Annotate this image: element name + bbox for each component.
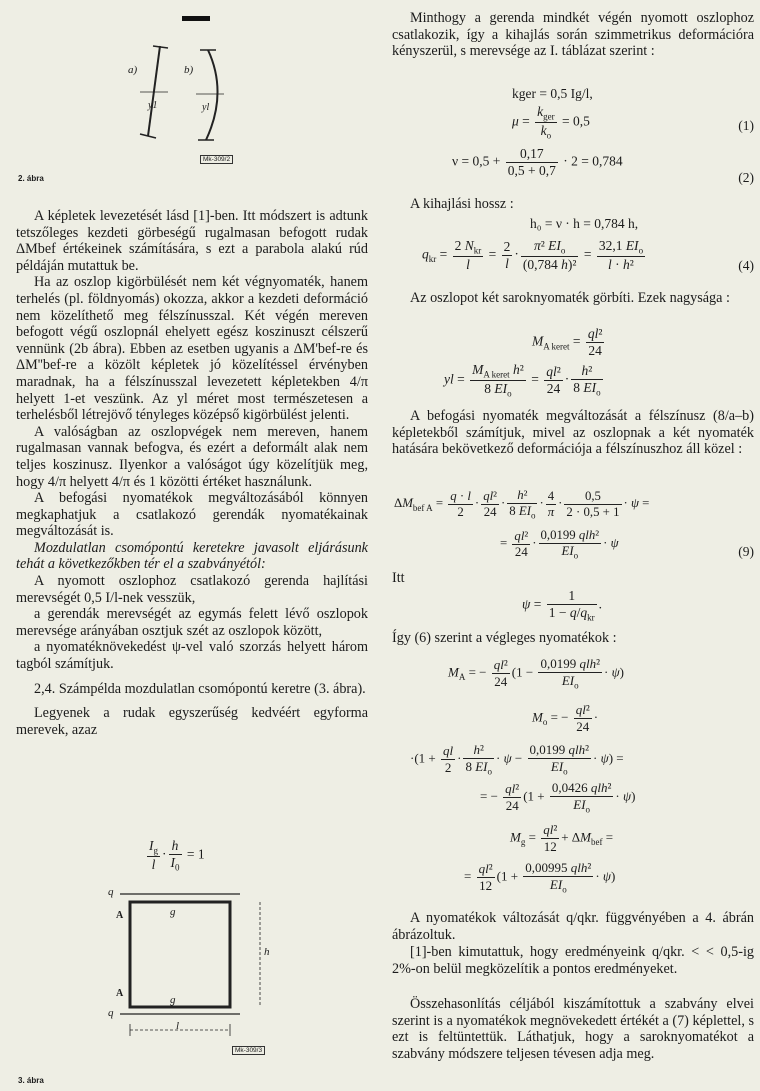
figure-3-stamp: Mk-309/3	[232, 1046, 265, 1055]
equation-1b: μ = $\frac{k_{ger}}{k_o}$ = 0,5	[512, 104, 590, 141]
figure-2-label-y1: y1	[148, 100, 158, 111]
left-text-block	[16, 208, 368, 738]
equation-psi: ψ = $\frac{1}{1 - q/q_{kr}}$ .	[522, 588, 603, 623]
equation-Mo: $M_o$ = − $\frac{\text{ql²}}{24}$ ·	[532, 702, 599, 734]
figure-2	[120, 8, 260, 178]
fraction: $\frac{\text{0,0426 qlh²}}{EI_o}$	[551, 780, 612, 815]
fraction: $\frac{q \cdot l}{2}$	[450, 488, 471, 519]
equation-number-2: (2)	[738, 170, 754, 185]
right-paragraph-4: A befogási nyomaték megváltozását a félszínusz (8/a–b) képletekből számítjuk, mivel az oszlopnak a két nyomaték hatására bekövetkező deformációja a félszínuszhoz áll közel :	[392, 408, 754, 458]
equation-number-1: (1)	[738, 118, 754, 133]
equation-5a: $M_{A keret}$ = $\frac{\text{ql²}}{24}$	[532, 326, 603, 358]
figure-2-label-b: b)	[184, 64, 194, 76]
equation-MA: $M_A$ = − $\frac{\text{ql²}}{24}$ (1 − $\frac{\text{0,0199 qlh²}}{EI_o}$ · ψ)	[448, 656, 625, 691]
equation-number-9: (9)	[738, 544, 754, 559]
fraction: $\frac{ql}{2}$	[443, 742, 454, 775]
equation-stiffness-ratio: $\frac{I_g}{l}$ · $\frac{h}{I_0}$ = 1	[149, 838, 205, 873]
fraction: $\frac{I_g}{l}$	[149, 838, 158, 872]
paragraph: A nyomott oszlophoz csatlakozó gerenda hajlítási merevségét 0,5 I/l-nek vesszük,	[16, 573, 368, 606]
equation-Mg: $M_g$ = $\frac{\text{ql²}}{12}$ + $\Delta M_{bef}$ =	[510, 822, 614, 854]
fraction: $\frac{\text{h²}}{8 EI_o}$	[465, 742, 492, 777]
figure-2-label-yl: yl	[202, 102, 210, 113]
right-paragraph-6: Így (6) szerint a végleges nyomatékok :	[392, 630, 617, 646]
fraction: $\frac{\text{ql²}}{24}$	[505, 780, 520, 813]
fraction: $\frac{1}{1 - q/q_{kr}}$	[548, 588, 595, 623]
right-paragraph-3: Az oszlopot két saroknyomaték görbíti. Ezek nagysága :	[410, 290, 730, 306]
equation-2-rhs: · 2 = 0,784	[563, 153, 623, 169]
paragraph: A képletek levezetését lásd [1]-ben. Itt módszert is adtunk tetszőleges kezdeti görbeségű rugalmasan befogott rudak ΔMbef értékeinek számítására, s ezt a parabola alakú rúd példáján mutattuk be.	[16, 208, 368, 274]
figure-3-label-q-top: q	[108, 886, 114, 898]
figure-2-drawing	[120, 8, 260, 178]
paragraph: A valóságban az oszlopvégek nem mereven, hanem rugalmasan vannak befogva, és ezért a deformált alak nem teljes koszinusz. Ilyenkor a valóságot úgy közelítjük meg, hogy 4/π helyett 4/π és 1 közötti értéket használunk.	[16, 423, 368, 490]
equation-rhs: = 1	[186, 846, 205, 862]
figure-3	[100, 880, 280, 1050]
figure-3-drawing	[100, 880, 280, 1050]
right-paragraph-8: [1]-ben kimutattuk, hogy eredményeink q/qkr. < < 0,5-ig 2%-on belül megközelítik a pontos eredményeket.	[392, 944, 754, 977]
figure-3-caption: 3. ábra	[18, 1076, 44, 1085]
fraction: $\frac{2}{l}$	[503, 238, 511, 271]
figure-3-label-l: l	[176, 1020, 180, 1032]
fraction: $\frac{\text{h²}}{8 EI_o}$	[573, 362, 601, 398]
fraction: $\frac{h}{I_0}$	[170, 838, 180, 873]
right-paragraph-5: Itt	[392, 570, 405, 586]
equation-9a: $\Delta M_{bef A}$ = $\frac{q \cdot l}{2}$ · $\frac{\text{ql²}}{24}$ · $\frac{\text{h²}}{8 EI_o}$ · $\frac{4}{\pi}$ · $\frac{0,5}{2 \cdot 0,5 + 1}$ · ψ =	[394, 488, 650, 521]
right-paragraph-7: A nyomatékok változását q/qkr. függvényében a 4. ábrán ábrázoltuk.	[392, 910, 754, 943]
fraction: $\frac{k_{ger}}{k_o}$	[537, 104, 555, 141]
figure-2-caption: 2. ábra	[18, 174, 44, 183]
equation-number-4: (4)	[738, 258, 754, 273]
paragraph: Legyenek a rudak egyszerűség kedvéért egyforma merevek, azaz	[16, 705, 368, 738]
equation-Mo-result: = − $\frac{\text{ql²}}{24}$ (1 + $\frac{\text{0,0426 qlh²}}{EI_o}$ · ψ)	[480, 780, 636, 815]
fraction: $\frac{4}{\pi}$	[547, 488, 555, 519]
fraction: $\frac{0,5}{2 \cdot 0,5 + 1}$	[566, 488, 620, 519]
equation-1b-rhs: = 0,5	[562, 113, 590, 129]
fraction: $\frac{M_{A keret} h^2}{8 EI_o}$	[472, 362, 524, 399]
equation-9b: = $\frac{\text{ql²}}{24}$ · $\frac{\text{0,0199 qlh²}}{EI_o}$ · ψ	[500, 528, 619, 561]
fraction: $\frac{\text{ql²}}{24}$	[514, 528, 529, 559]
figure-2-stamp: Mk-309/2	[200, 155, 233, 164]
fraction: $\frac{\text{0,0199 qlh²}}{EI_o}$	[540, 656, 600, 691]
equation-2	[452, 146, 623, 179]
equation-3: h₀ = ν · h = 0,784 h,	[530, 216, 639, 231]
fraction: $\frac{\text{ql²}}{12}$	[478, 860, 493, 893]
figure-3-label-A-bottom: A	[116, 988, 124, 999]
fraction: $\frac{\text{h²}}{8 EI_o}$	[509, 488, 536, 521]
equation-4: $q_{kr}$ = $\frac{2 N_{kr}}{l}$ = $\frac{2}{l}$ · $\frac{\pi^2 EI_o}{\text{(0,784 h)²}}$ = $\frac{32,1 EI_o}{\text{l · h²}}$	[422, 238, 644, 272]
section-heading: 2,4. Számpélda mozdulatlan csomópontú keretre (3. ábra).	[34, 680, 366, 697]
paragraph: A befogási nyomatékok megváltozásából könnyen megkaphatjuk a csatlakozó gerendák nyomatékainak megváltozását is.	[16, 490, 368, 540]
paragraph-italic: Mozdulatlan csomópontú keretekre javasolt eljárásunk tehát a következőkben tér el a szabványétól:	[16, 539, 368, 573]
right-paragraph-2: A kihajlási hossz :	[410, 196, 514, 212]
paragraph: a nyomatéknövekedést ψ-vel való szorzás helyett három tagból számítjuk.	[16, 639, 368, 673]
equation-Mo-cont: ·(1 + $\frac{ql}{2}$ · $\frac{\text{h²}}{8 EI_o}$ · ψ − $\frac{\text{0,0199 qlh²}}{EI_o}$ · ψ) =	[410, 742, 624, 777]
figure-3-label-g-top: g	[170, 906, 176, 918]
figure-3-label-A-top: A	[116, 910, 124, 921]
fraction: $\frac{0,17}{0,5 + 0,7}$	[507, 146, 556, 178]
fraction: $\frac{\text{0,0199 qlh²}}{EI_o}$	[540, 528, 600, 561]
right-paragraph-9: Összehasonlítás céljából kiszámítottuk a szabvány elvei szerint is a nyomatékok megnövekedett értékét a (7) képlettel, s ezt is feltüntettük. Láthatjuk, hogy a saroknyomatékot a szabvány módszere teljesen tévesen adja meg.	[392, 996, 754, 1062]
fraction: $\frac{\text{ql²}}{12}$	[543, 822, 558, 854]
equation-2-lhs: ν = 0,5 +	[452, 153, 501, 169]
paragraph: a gerendák merevségét az egymás felett lévő oszlopok merevsége arányában osztjuk szét az oszlopok között,	[16, 606, 368, 639]
paragraph: Ha az oszlop kigörbülését nem két végnyomaték, hanem terhelés (pl. földnyomás) okozza, akkor a kezdeti deformáció nem közelíthető meg félszínusszal. Két végén mereven befogott végű oszlopnál ehelyett egész koszinuszt célszerű vennünk (2b ábra). Ebben az esetben ugyanis a ΔM'bef-re és ΔM''bef-re a közölt képletek jó közelítéssel érvényben maradnak, ha a félszínusszal levezetett képletekben 4/π helyett 1-et veszünk. Az yl méret most természetesen a terhelésből létrejövő tényleges középső kigörbülést jelenti.	[16, 274, 368, 424]
fraction: $\frac{\text{ql²}}{24}$	[483, 488, 497, 519]
fraction: $\frac{\text{ql²}}{24}$	[493, 656, 508, 689]
fraction: $\frac{\text{0,0199 qlh²}}{EI_o}$	[529, 742, 590, 777]
equation-1a: kger = 0,5 Ig/l,	[512, 86, 593, 101]
fraction: $\frac{\text{ql²}}{24}$	[575, 702, 590, 734]
fraction: $\frac{2 N_{kr}}{l}$	[454, 238, 482, 272]
right-paragraph-1: Minthogy a gerenda mindkét végén nyomott oszlophoz csatlakozik, így a kihajlás során szimmetrikus deformációra kényszerül, s merevsége az I. táblázat szerint :	[392, 10, 754, 60]
fraction: $\frac{\pi^2 EI_o}{\text{(0,784 h)²}}$	[522, 238, 577, 272]
fraction: $\frac{\text{ql²}}{24}$	[546, 363, 561, 396]
figure-3-label-g-bottom: g	[170, 994, 176, 1006]
figure-2-label-a: a)	[128, 64, 138, 76]
figure-3-label-h: h	[264, 946, 270, 958]
fraction: $\frac{\text{ql²}}{24}$	[587, 326, 603, 358]
equation-5b: yl = $\frac{M_{A keret} h^2}{8 EI_o}$ = $\frac{\text{ql²}}{24}$ · $\frac{\text{h²}}{8 EI_o}$	[444, 362, 601, 399]
equation-Mg-result: = $\frac{\text{ql²}}{12}$ (1 + $\frac{\text{0,00995 qlh²}}{EI_o}$ · ψ)	[464, 860, 616, 895]
fraction: $\frac{\text{0,00995 qlh²}}{EI_o}$	[525, 860, 592, 895]
figure-3-label-q-bottom: q	[108, 1007, 114, 1019]
fraction: $\frac{32,1 EI_o}{\text{l · h²}}$	[598, 238, 644, 272]
